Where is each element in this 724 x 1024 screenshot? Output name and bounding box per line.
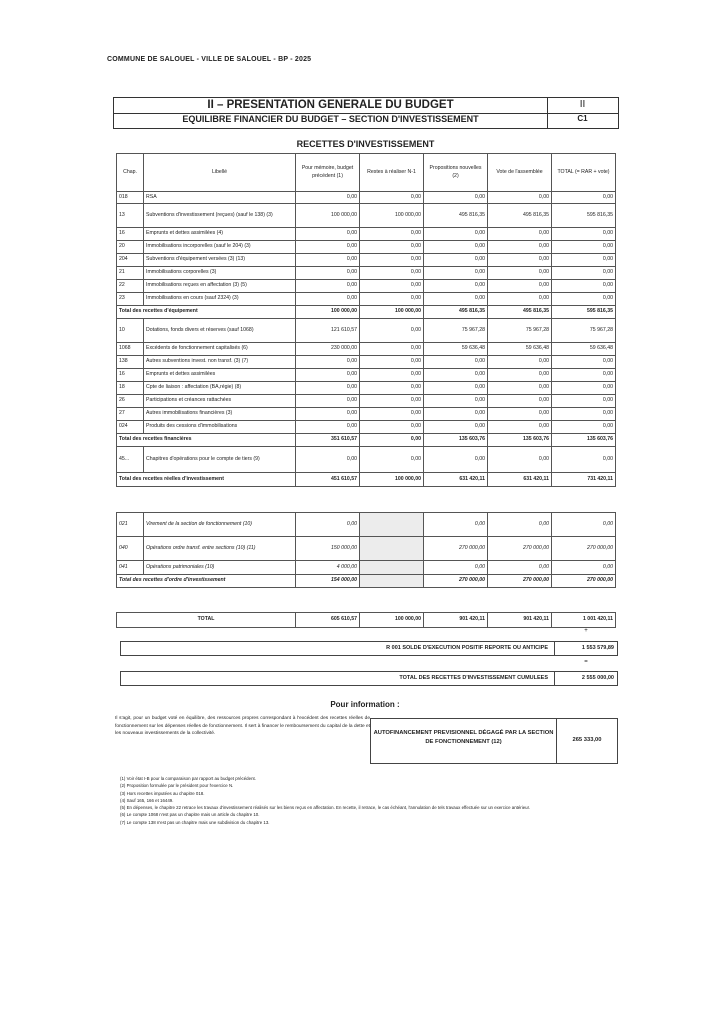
row-label: Emprunts et dettes assimilées <box>144 369 296 382</box>
row-chap: 021 <box>117 513 144 537</box>
row-vote: 0,00 <box>488 280 552 293</box>
grand-total-row <box>117 613 616 628</box>
row-memoire: 0,00 <box>296 192 360 204</box>
row-label: Virement de la section de fonctionnement (10) <box>144 513 296 537</box>
row-chap: 204 <box>117 254 144 267</box>
row-label: Opérations ordre transf. entre sections (10) (11) <box>144 537 296 561</box>
ordre-total-memoire: 154 000,00 <box>296 575 360 588</box>
row-restes: 0,00 <box>360 356 424 369</box>
row-label: Subventions d'investissement (reçues) (sauf le 138) (3) <box>144 204 296 228</box>
row-prop: 0,00 <box>424 356 488 369</box>
row-memoire: 0,00 <box>296 513 360 537</box>
fin-total-memoire: 351 610,57 <box>296 434 360 447</box>
row-prop: 59 636,48 <box>424 343 488 356</box>
row-vote: 495 816,35 <box>488 204 552 228</box>
row-restes: 0,00 <box>360 293 424 306</box>
row-total: 0,00 <box>552 192 616 204</box>
row-label: Produits des cessions d'immobilisations <box>144 421 296 434</box>
reel-total-row <box>117 473 616 487</box>
tiers-prop: 0,00 <box>424 447 488 473</box>
reel-total-label: Total des recettes réelles d'investissement <box>117 473 296 487</box>
cumul-bar <box>120 671 618 686</box>
row-label: RSA <box>144 192 296 204</box>
row-restes-shaded <box>360 537 424 561</box>
table-row <box>117 382 616 395</box>
footnote: (2) Proposition formulée par le président pour l'exercice N. <box>120 783 234 789</box>
row-vote: 0,00 <box>488 408 552 421</box>
row-vote: 0,00 <box>488 513 552 537</box>
row-vote: 0,00 <box>488 369 552 382</box>
row-restes-shaded <box>360 561 424 575</box>
table-row <box>117 369 616 382</box>
autofinancement-label: AUTOFINANCEMENT PREVISIONNEL DÉGAGÉ PAR LA SECTION DE FONCTIONNEMENT (12) <box>373 730 554 746</box>
grand-total-vote: 901 420,11 <box>488 613 552 628</box>
row-memoire: 0,00 <box>296 408 360 421</box>
row-total: 0,00 <box>552 395 616 408</box>
autofinancement-value: 265 333,00 <box>572 737 602 743</box>
table-row <box>117 356 616 369</box>
row-label: Dotations, fonds divers et réserves (sauf 1068) <box>144 319 296 343</box>
reel-total-memoire: 451 610,57 <box>296 473 360 487</box>
table-row <box>117 561 616 575</box>
ordre-total-vote: 270 000,00 <box>488 575 552 588</box>
ordre-table <box>116 512 616 588</box>
row-vote: 59 636,48 <box>488 343 552 356</box>
ordre-total-prop: 270 000,00 <box>424 575 488 588</box>
row-total: 0,00 <box>552 293 616 306</box>
row-memoire: 0,00 <box>296 228 360 241</box>
fin-total-vote: 135 603,76 <box>488 434 552 447</box>
footnote: (3) Hors recettes imputées au chapitre 018. <box>120 790 205 796</box>
row-prop: 0,00 <box>424 369 488 382</box>
fin-total-label: Total des recettes financières <box>117 434 296 447</box>
table-row <box>117 395 616 408</box>
row-memoire: 0,00 <box>296 356 360 369</box>
row-memoire: 0,00 <box>296 254 360 267</box>
row-memoire: 0,00 <box>296 280 360 293</box>
row-chap: 041 <box>117 561 144 575</box>
tiers-label: Chapitres d'opérations pour le compte de tiers (9) <box>144 447 296 473</box>
fin-total-restes: 0,00 <box>360 434 424 447</box>
col-restes: Restes à réaliser N-1 <box>360 154 424 192</box>
row-chap: 16 <box>117 369 144 382</box>
row-chap: 27 <box>117 408 144 421</box>
row-vote: 0,00 <box>488 395 552 408</box>
cumul-label: TOTAL DES RECETTES D'INVESTISSEMENT CUMULEES <box>399 675 548 681</box>
commune-header: COMMUNE DE SALOUEL - VILLE DE SALOUEL - BP - 2025 <box>107 56 312 63</box>
row-chap: 26 <box>117 395 144 408</box>
row-restes: 0,00 <box>360 254 424 267</box>
row-vote: 0,00 <box>488 192 552 204</box>
reel-total-restes: 100 000,00 <box>360 473 424 487</box>
row-restes: 0,00 <box>360 343 424 356</box>
footnote: (5) En dépenses, le chapitre 22 retrace les travaux d'investissement réalisés sur les biens reçus en affectation. En recette, il retrace, le cas échéant, l'annulation de tels travaux effectuée sur un exercice antérieur. <box>120 805 531 811</box>
row-memoire: 230 000,00 <box>296 343 360 356</box>
page-title: II – PRESENTATION GENERALE DU BUDGET <box>207 99 454 111</box>
equip-total-total: 595 816,35 <box>552 306 616 319</box>
row-vote: 0,00 <box>488 293 552 306</box>
row-total: 0,00 <box>552 254 616 267</box>
ordre-total-label: Total des recettes d'ordre d'investissement <box>117 575 296 588</box>
ordre-total-row <box>117 575 616 588</box>
row-total: 0,00 <box>552 382 616 395</box>
footnote: (7) Le compte 138 n'est pas un chapitre mais une subdivision du chapitre 13. <box>120 819 270 825</box>
header-row <box>117 154 616 192</box>
row-label: Cpte de liaison : affectation (BA,régie) (8) <box>144 382 296 395</box>
row-vote: 0,00 <box>488 561 552 575</box>
row-memoire: 0,00 <box>296 267 360 280</box>
title-box <box>113 97 619 129</box>
cumul-value: 2 555 000,00 <box>581 675 614 681</box>
row-memoire: 4 000,00 <box>296 561 360 575</box>
solde-label: R 001 SOLDE D'EXECUTION POSITIF REPORTE OU ANTICIPE <box>386 645 548 651</box>
row-chap: 040 <box>117 537 144 561</box>
code-bottom: C1 <box>577 114 588 123</box>
row-vote: 0,00 <box>488 228 552 241</box>
col-libelle: Libellé <box>144 154 296 192</box>
table-row <box>117 192 616 204</box>
row-memoire: 121 610,57 <box>296 319 360 343</box>
row-total: 270 000,00 <box>552 537 616 561</box>
row-prop: 0,00 <box>424 513 488 537</box>
reel-total-total: 731 420,11 <box>552 473 616 487</box>
tiers-vote: 0,00 <box>488 447 552 473</box>
row-total: 59 636,48 <box>552 343 616 356</box>
row-prop: 0,00 <box>424 241 488 254</box>
row-chap: 16 <box>117 228 144 241</box>
row-label: Immobilisations corporelles (3) <box>144 267 296 280</box>
row-total: 0,00 <box>552 369 616 382</box>
row-prop: 0,00 <box>424 382 488 395</box>
row-restes: 0,00 <box>360 421 424 434</box>
row-chap: 10 <box>117 319 144 343</box>
row-total: 0,00 <box>552 513 616 537</box>
solde-value: 1 553 579,89 <box>581 645 614 651</box>
row-chap: 20 <box>117 241 144 254</box>
equip-total-memoire: 100 000,00 <box>296 306 360 319</box>
row-memoire: 0,00 <box>296 241 360 254</box>
fin-total-row <box>117 434 616 447</box>
row-total: 0,00 <box>552 421 616 434</box>
row-restes: 0,00 <box>360 369 424 382</box>
table-row <box>117 408 616 421</box>
row-total: 0,00 <box>552 241 616 254</box>
table-row <box>117 267 616 280</box>
footnote: (4) Sauf 165, 166 et 16449. <box>120 797 174 803</box>
equip-total-vote: 495 816,35 <box>488 306 552 319</box>
row-prop: 0,00 <box>424 280 488 293</box>
row-total: 0,00 <box>552 356 616 369</box>
ordre-total-restes-shaded <box>360 575 424 588</box>
fin-total-total: 135 603,76 <box>552 434 616 447</box>
grand-total-total: 1 001 420,11 <box>552 613 616 628</box>
row-chap: 018 <box>117 192 144 204</box>
grand-total-prop: 901 420,11 <box>424 613 488 628</box>
row-total: 0,00 <box>552 561 616 575</box>
row-prop: 0,00 <box>424 293 488 306</box>
table-row <box>117 537 616 561</box>
row-label: Autres immobilisations financières (3) <box>144 408 296 421</box>
row-memoire: 0,00 <box>296 382 360 395</box>
row-prop: 0,00 <box>424 254 488 267</box>
row-prop: 0,00 <box>424 561 488 575</box>
row-vote: 0,00 <box>488 254 552 267</box>
grand-total-table <box>116 612 616 628</box>
row-restes: 0,00 <box>360 192 424 204</box>
table-row <box>117 513 616 537</box>
row-label: Immobilisations incorporelles (sauf le 204) (3) <box>144 241 296 254</box>
reel-total-prop: 631 420,11 <box>424 473 488 487</box>
row-chap: 1068 <box>117 343 144 356</box>
grand-total-label: TOTAL <box>117 613 296 628</box>
row-prop: 0,00 <box>424 228 488 241</box>
row-chap: 138 <box>117 356 144 369</box>
col-vote: Vote de l'assemblée <box>488 154 552 192</box>
grand-total-memoire: 605 610,57 <box>296 613 360 628</box>
fin-total-prop: 135 603,76 <box>424 434 488 447</box>
footnote: (1) Voir état I-B pour la comparaison par rapport au budget précédent. <box>120 776 256 781</box>
solde-bar <box>120 641 618 656</box>
row-restes: 0,00 <box>360 395 424 408</box>
row-label: Subventions d'équipement versées (3) (13) <box>144 254 296 267</box>
tiers-total: 0,00 <box>552 447 616 473</box>
row-prop: 495 816,35 <box>424 204 488 228</box>
row-prop: 75 967,28 <box>424 319 488 343</box>
row-vote: 270 000,00 <box>488 537 552 561</box>
row-prop: 0,00 <box>424 421 488 434</box>
row-total: 75 967,28 <box>552 319 616 343</box>
col-propositions: Propositions nouvelles (2) <box>424 154 488 192</box>
tiers-chap: 45... <box>117 447 144 473</box>
equip-total-prop: 495 816,35 <box>424 306 488 319</box>
section-title: RECETTES D'INVESTISSEMENT <box>296 139 435 149</box>
row-restes: 0,00 <box>360 280 424 293</box>
info-text: Il s'agit, pour un budget voté en équilibre, des ressources propres correspondant à l'excédent des recettes réelles de fonctionnement sur les dépenses réelles de fonctionnement. Il sert à financer le remboursement du capital de la dette et les nouveaux investissements de la collectivité. <box>115 716 370 737</box>
row-vote: 75 967,28 <box>488 319 552 343</box>
row-chap: 024 <box>117 421 144 434</box>
row-restes: 0,00 <box>360 319 424 343</box>
row-restes: 100 000,00 <box>360 204 424 228</box>
row-memoire: 0,00 <box>296 395 360 408</box>
row-restes: 0,00 <box>360 241 424 254</box>
row-prop: 270 000,00 <box>424 537 488 561</box>
row-label: Opérations patrimoniales (10) <box>144 561 296 575</box>
table-row <box>117 254 616 267</box>
row-memoire: 100 000,00 <box>296 204 360 228</box>
col-memoire: Pour mémoire, budget précédent (1) <box>296 154 360 192</box>
autofinancement-box <box>370 718 618 764</box>
row-restes-shaded <box>360 513 424 537</box>
col-total: TOTAL (= RAR + vote) <box>552 154 616 192</box>
row-chap: 23 <box>117 293 144 306</box>
row-prop: 0,00 <box>424 395 488 408</box>
tiers-memoire: 0,00 <box>296 447 360 473</box>
row-restes: 0,00 <box>360 408 424 421</box>
row-label: Excédents de fonctionnement capitalisés (6) <box>144 343 296 356</box>
grand-total-restes: 100 000,00 <box>360 613 424 628</box>
table-row <box>117 280 616 293</box>
row-prop: 0,00 <box>424 408 488 421</box>
ordre-total-total: 270 000,00 <box>552 575 616 588</box>
equip-total-row <box>117 306 616 319</box>
row-vote: 0,00 <box>488 241 552 254</box>
table-row <box>117 204 616 228</box>
tiers-restes: 0,00 <box>360 447 424 473</box>
row-prop: 0,00 <box>424 267 488 280</box>
row-chap: 13 <box>117 204 144 228</box>
row-label: Autres subventions invest. non transf. (3) (7) <box>144 356 296 369</box>
table-row <box>117 343 616 356</box>
code-top: II <box>579 99 586 110</box>
row-chap: 22 <box>117 280 144 293</box>
footnote: (6) Le compte 1068 n'est pas un chapitre mais un article du chapitre 10. <box>120 812 260 818</box>
row-restes: 0,00 <box>360 228 424 241</box>
recettes-table <box>116 153 616 487</box>
row-vote: 0,00 <box>488 267 552 280</box>
table-row <box>117 319 616 343</box>
tiers-row <box>117 447 616 473</box>
table-row <box>117 293 616 306</box>
row-vote: 0,00 <box>488 356 552 369</box>
row-memoire: 0,00 <box>296 421 360 434</box>
plus-sign: + <box>584 628 588 634</box>
row-label: Immobilisations en cours (sauf 2324) (3) <box>144 293 296 306</box>
row-vote: 0,00 <box>488 421 552 434</box>
reel-total-vote: 631 420,11 <box>488 473 552 487</box>
equip-total-label: Total des recettes d'équipement <box>117 306 296 319</box>
equals-sign: = <box>584 659 588 665</box>
col-chap: Chap. <box>117 154 144 192</box>
footnotes <box>120 775 620 826</box>
table-row <box>117 241 616 254</box>
row-label: Participations et créances rattachées <box>144 395 296 408</box>
row-label: Immobilisations reçues en affectation (3) (5) <box>144 280 296 293</box>
equip-total-restes: 100 000,00 <box>360 306 424 319</box>
row-vote: 0,00 <box>488 382 552 395</box>
row-memoire: 150 000,00 <box>296 537 360 561</box>
row-prop: 0,00 <box>424 192 488 204</box>
row-restes: 0,00 <box>360 382 424 395</box>
row-total: 0,00 <box>552 280 616 293</box>
info-title: Pour information : <box>330 700 400 709</box>
row-memoire: 0,00 <box>296 369 360 382</box>
row-restes: 0,00 <box>360 267 424 280</box>
row-total: 0,00 <box>552 267 616 280</box>
row-chap: 21 <box>117 267 144 280</box>
row-label: Emprunts et dettes assimilées (4) <box>144 228 296 241</box>
row-memoire: 0,00 <box>296 293 360 306</box>
page-subtitle: EQUILIBRE FINANCIER DU BUDGET – SECTION D'INVESTISSEMENT <box>182 114 479 124</box>
row-total: 595 816,35 <box>552 204 616 228</box>
table-row <box>117 228 616 241</box>
row-total: 0,00 <box>552 228 616 241</box>
row-chap: 18 <box>117 382 144 395</box>
row-total: 0,00 <box>552 408 616 421</box>
table-row <box>117 421 616 434</box>
